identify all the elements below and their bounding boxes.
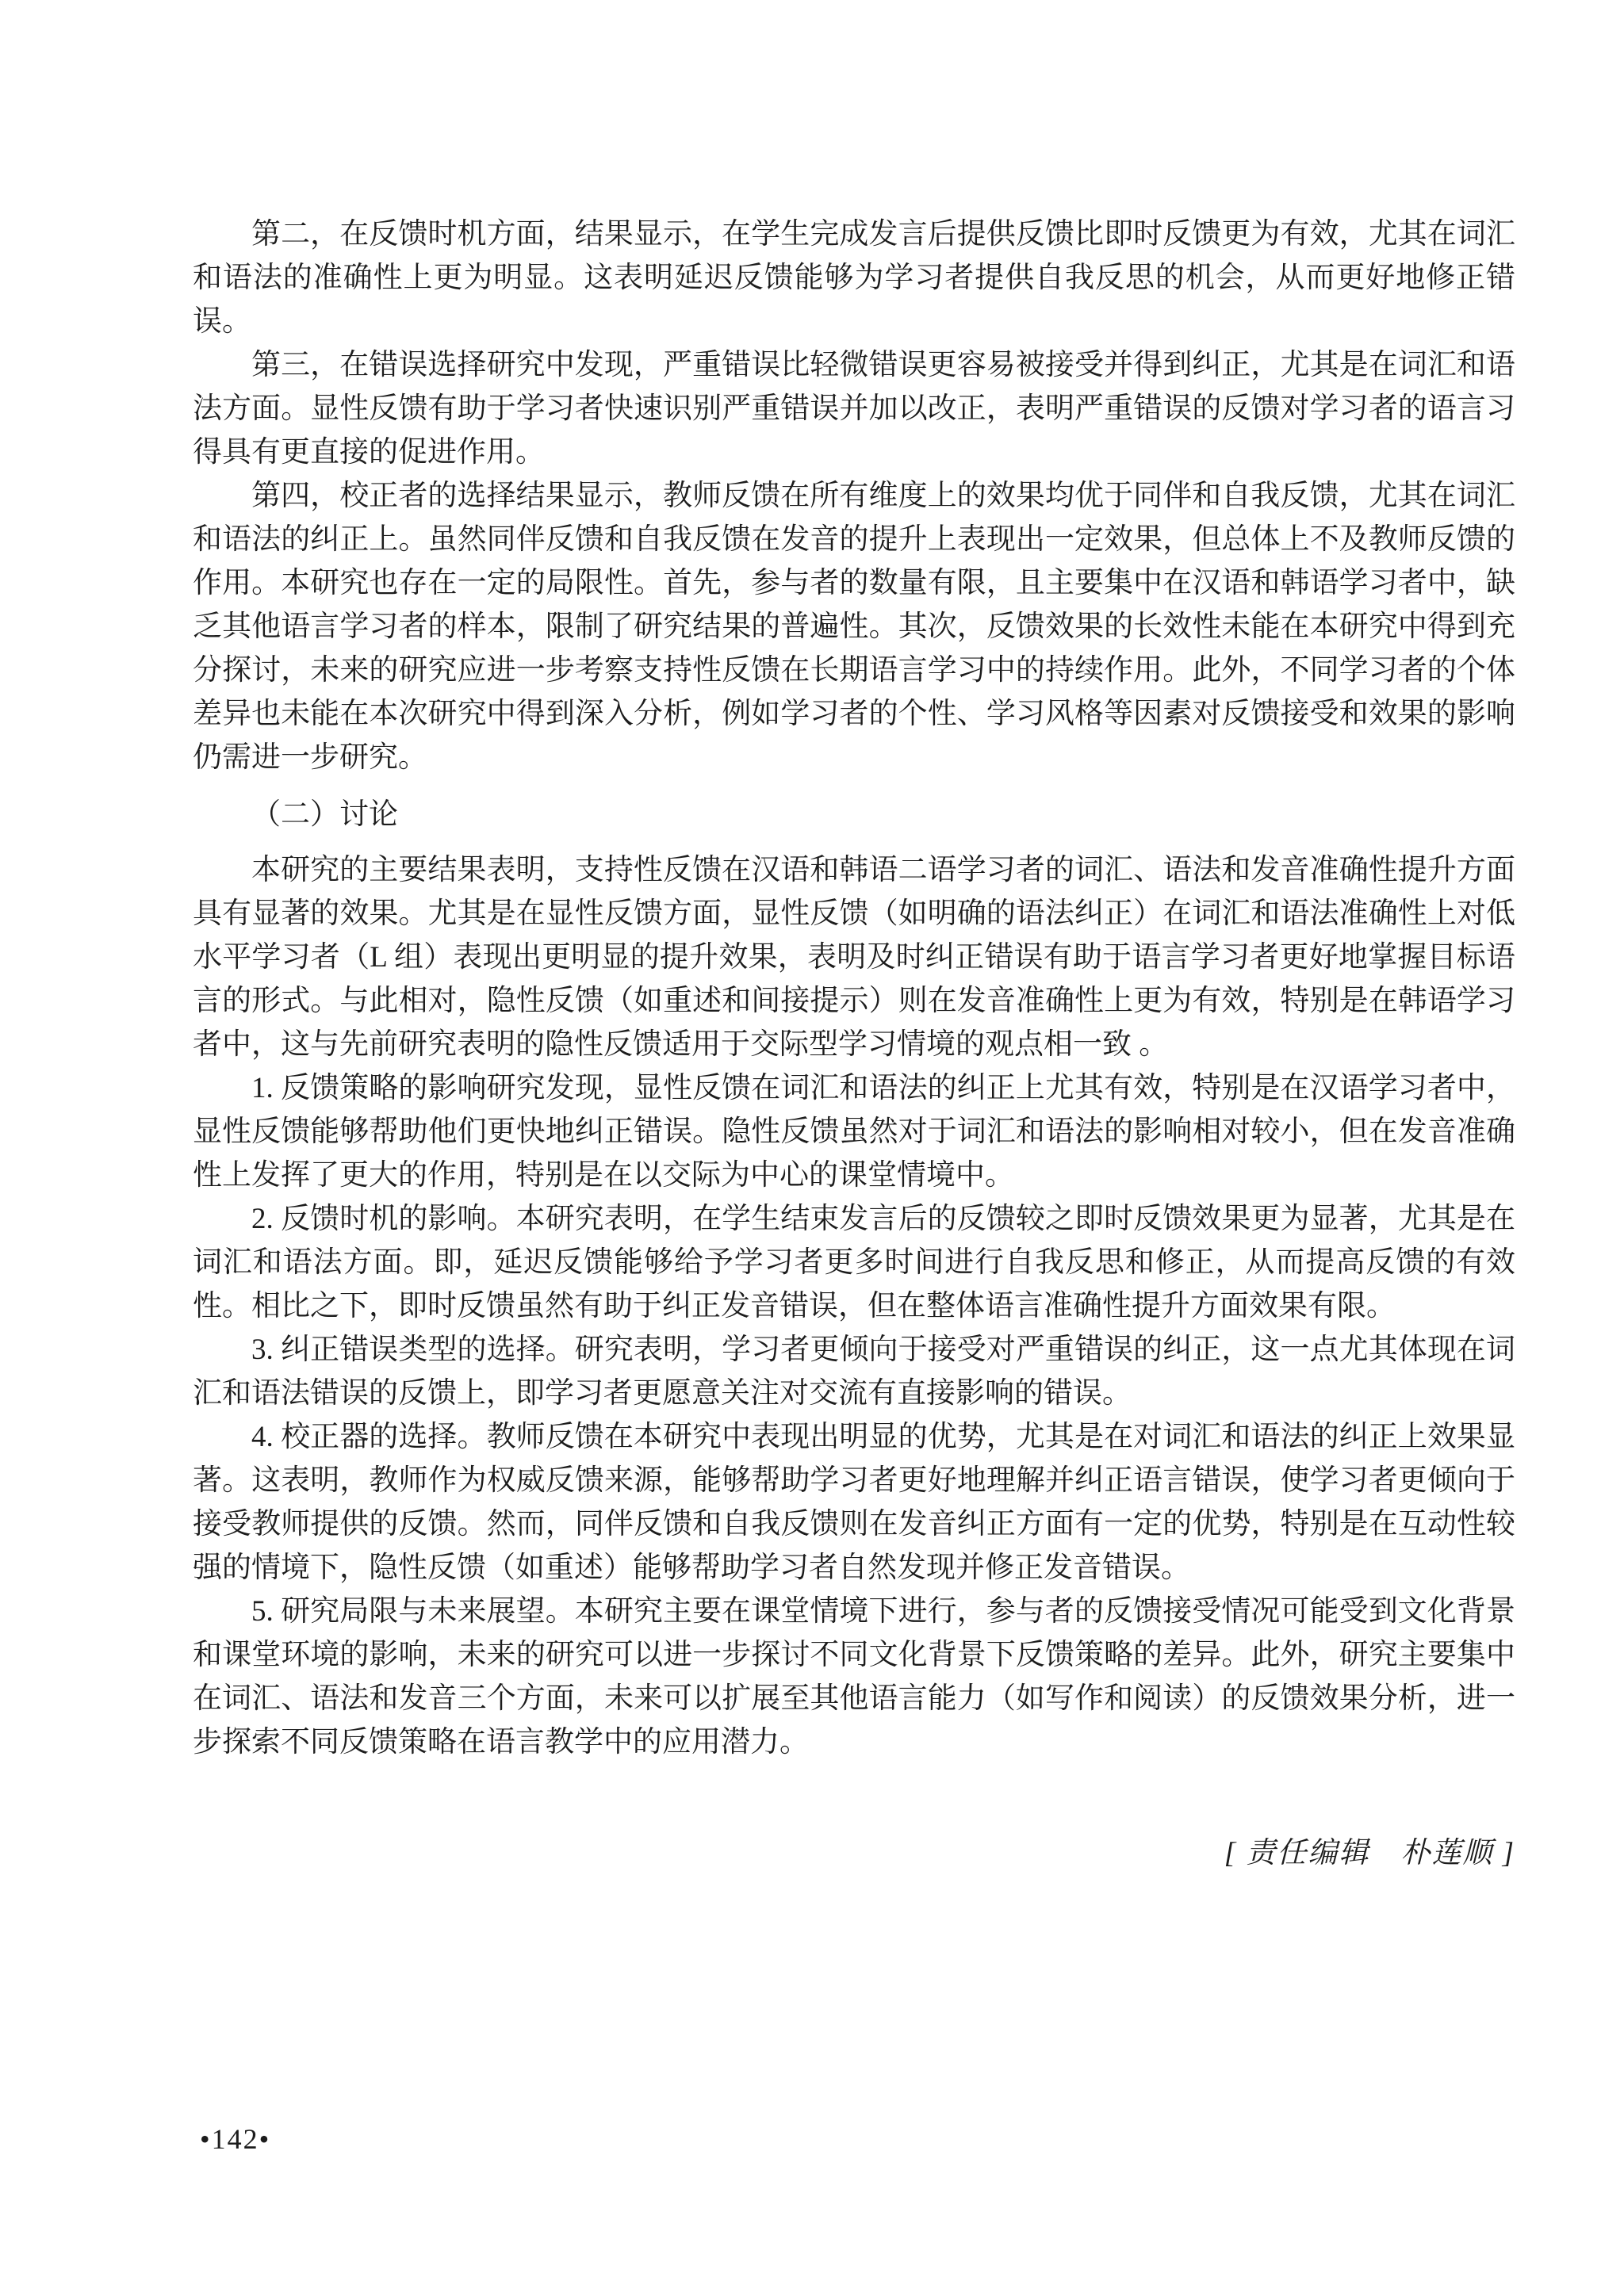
paragraph-discussion-point-1: 1. 反馈策略的影响研究发现，显性反馈在词汇和语法的纠正上尤其有效，特别是在汉语学习者中，显性反馈能够帮助他们更快地纠正错误。隐性反馈虽然对于词汇和语法的影响相对较小，但在发音准确性上发挥了更大的作用，特别是在以交际为中心的课堂情境中。 — [193, 1072, 1515, 1192]
paragraph-discussion-intro: 本研究的主要结果表明，支持性反馈在汉语和韩语二语学习者的词汇、语法和发音准确性提升方面具有显著的效果。尤其是在显性反馈方面，显性反馈（如明确的语法纠正）在词汇和语法准确性上对低水平学习者（L 组）表现出更明显的提升效果，表明及时纠正错误有助于语言学习者更好地掌握目标语言的形式。与此相对，隐性反馈（如重述和间接提示）则在发音准确性上更为有效，特别是在韩语学习者中，这与先前研究表明的隐性反馈适用于交际型学习情境的观点相一致 。 — [193, 854, 1515, 1061]
paragraph-discussion-point-4: 4. 校正器的选择。教师反馈在本研究中表现出明显的优势，尤其是在对词汇和语法的纠正上效果显著。这表明，教师作为权威反馈来源，能够帮助学习者更好地理解并纠正语言错误，使学习者更倾向于接受教师提供的反馈。然而，同伴反馈和自我反馈则在发音纠正方面有一定的优势，特别是在互动性较强的情境下，隐性反馈（如重述）能够帮助学习者自然发现并修正发音错误。 — [193, 1421, 1515, 1584]
paragraph-conclusion-3: 第三，在错误选择研究中发现，严重错误比轻微错误更容易被接受并得到纠正，尤其是在词汇和语法方面。显性反馈有助于学习者快速识别严重错误并加以改正，表明严重错误的反馈对学习者的语言习得具有更直接的促进作用。 — [193, 349, 1515, 469]
editor-credit: [ 责任编辑 朴莲顺 ] — [1224, 1837, 1515, 1869]
paragraph-conclusion-2: 第二，在反馈时机方面，结果显示，在学生完成发言后提供反馈比即时反馈更为有效，尤其在词汇和语法的准确性上更为明显。这表明延迟反馈能够为学习者提供自我反思的机会，从而更好地修正错误。 — [193, 218, 1515, 338]
paragraph-discussion-point-5: 5. 研究局限与未来展望。本研究主要在课堂情境下进行，参与者的反馈接受情况可能受到文化背景和课堂环境的影响，未来的研究可以进一步探讨不同文化背景下反馈策略的差异。此外，研究主要集中在词汇、语法和发音三个方面，未来可以扩展至其他语言能力（如写作和阅读）的反馈效果分析，进一步探索不同反馈策略在语言教学中的应用潜力。 — [193, 1595, 1515, 1758]
section-heading: （二）讨论 — [251, 798, 398, 831]
text-block — [193, 212, 1515, 1875]
paragraph-conclusion-4: 第四，校正者的选择结果显示，教师反馈在所有维度上的效果均优于同伴和自我反馈，尤其在词汇和语法的纠正上。虽然同伴反馈和自我反馈在发音的提升上表现出一定效果，但总体上不及教师反馈的作用。本研究也存在一定的局限性。首先，参与者的数量有限，且主要集中在汉语和韩语学习者中，缺乏其他语言学习者的样本，限制了研究结果的普遍性。其次，反馈效果的长效性未能在本研究中得到充分探讨，未来的研究应进一步考察支持性反馈在长期语言学习中的持续作用。此外，不同学习者的个体差异也未能在本次研究中得到深入分析，例如学习者的个性、学习风格等因素对反馈接受和效果的影响仍需进一步研究。 — [193, 480, 1515, 774]
page-number: •142• — [200, 2123, 271, 2155]
paragraph-discussion-point-3: 3. 纠正错误类型的选择。研究表明，学习者更倾向于接受对严重错误的纠正，这一点尤其体现在词汇和语法错误的反馈上，即学习者更愿意关注对交流有直接影响的错误。 — [193, 1334, 1515, 1410]
paragraph-discussion-point-2: 2. 反馈时机的影响。本研究表明，在学生结束发言后的反馈较之即时反馈效果更为显著，尤其是在词汇和语法方面。即，延迟反馈能够给予学习者更多时间进行自我反思和修正，从而提高反馈的有效性。相比之下，即时反馈虽然有助于纠正发音错误，但在整体语言准确性提升方面效果有限。 — [193, 1203, 1515, 1322]
